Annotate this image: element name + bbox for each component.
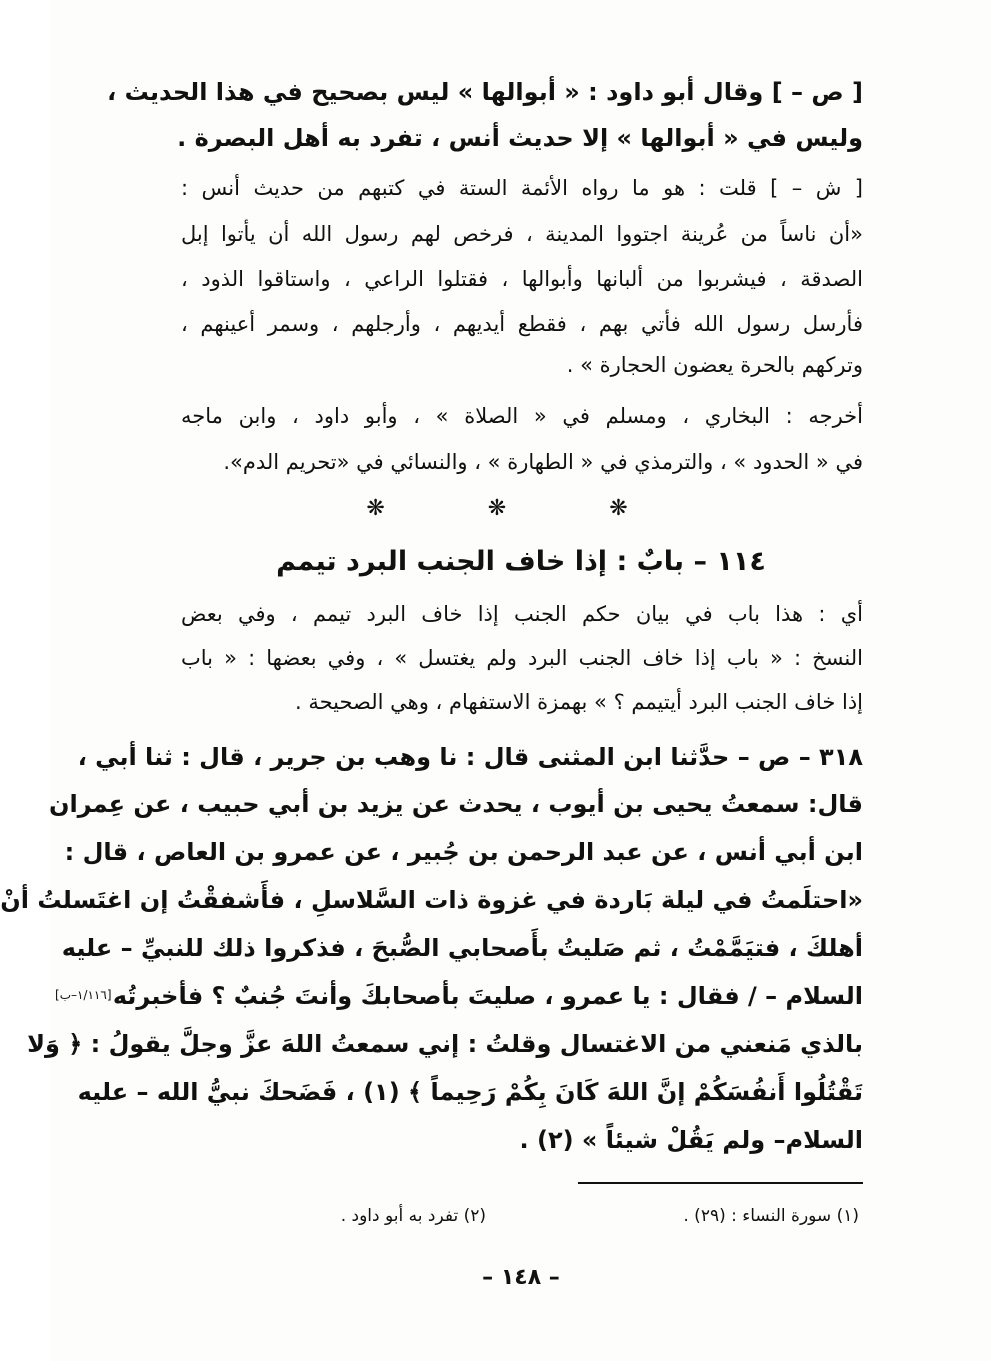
text-line: قال: سمعتُ يحيى بن أيوب ، يحدث عن يزيد بن أبي حبيب ، عن عِمران (48, 790, 863, 818)
text-line: الصدقة ، فيشربوا من ألبانها وأبوالها ، فقتلوا الراعي ، واستاقوا الذود ، (181, 267, 863, 291)
text-line: السلام– ولم يَقُلْ شيئاً » (٢) . (519, 1126, 863, 1154)
chapter-heading: ١١٤ – بابٌ : إذا خاف الجنب البرد تيمم (276, 546, 766, 577)
manuscript-folio-note: [١/١١٦–ب] (55, 988, 112, 1002)
text-line: أي : هذا باب في بيان حكم الجنب إذا خاف البرد تيمم ، وفي بعض (181, 602, 863, 626)
text-line: ابن أبي أنس ، عن عبد الرحمن بن جُبير ، عن عمرو بن العاص ، قال : (64, 838, 863, 866)
text-line: [ ش – ] قلت : هو ما رواه الأئمة الستة في كتبهم من حديث أنس : (181, 176, 863, 200)
footnote-divider (578, 1182, 863, 1184)
footnote-2: (٢) تفرد به أبو داود . (340, 1206, 486, 1226)
text-line: فأرسل رسول الله فأتي بهم ، فقطع أيديهم ، وأرجلهم ، وسمر أعينهم ، (181, 312, 863, 336)
text-line: النسخ : « باب إذا خاف الجنب البرد ولم يغتسل » ، وفي بعضها : « باب (181, 646, 863, 670)
text-line: «احتلَمتُ في ليلة بَاردة في غزوة ذات السَّلاسلِ ، فأَشفقْتُ إن اغتَسلتُ أنْ (0, 886, 863, 914)
text-line: بالذي مَنعني من الاغتسال وقلتُ : إني سمعتُ اللهَ عزَّ وجلَّ يقولُ : ﴿ وَلا (27, 1030, 863, 1058)
text-line: في « الحدود » ، والترمذي في « الطهارة » ، والنسائي في «تحريم الدم». (223, 450, 863, 474)
text-line: السلام – / فقال : يا عمرو ، صليتَ بأصحابكَ وأنتَ جُنبٌ ؟ فأخبرتُه (112, 982, 863, 1010)
text-line: ٣١٨ – ص – حدَّثنا ابن المثنى قال : نا وهب بن جرير ، قال : ثنا أبي ، (77, 743, 863, 771)
page-number: – ١٤٨ – (482, 1265, 560, 1290)
text-line: «أن ناساً من عُرينة اجتووا المدينة ، فرخص لهم رسول الله أن يأتوا إبل (181, 222, 863, 246)
section-separator: ❋ ❋ ❋ (366, 496, 676, 521)
text-line: وتركهم بالحرة يعضون الحجارة » . (566, 353, 863, 377)
text-line: أهلكَ ، فتيَمَّمْتُ ، ثم صَليتُ بأَصحابي الصُّبحَ ، فذكروا ذلك للنبيِّ – عليه (61, 934, 863, 962)
footnote-1: (١) سورة النساء : (٢٩) . (683, 1206, 859, 1226)
text-line: إذا خاف الجنب البرد أيتيمم ؟ » بهمزة الاستفهام ، وهي الصحيحة . (294, 690, 863, 714)
text-line: تَقْتُلُوا أَنفُسَكُمْ إنَّ اللهَ كَانَ بِكُمْ رَحِيماً ﴾ (١) ، فَضَحكَ نبيُّ الله – عليه (77, 1078, 863, 1106)
text-line: أخرجه : البخاري ، ومسلم في « الصلاة » ، وأبو داود ، وابن ماجه (181, 404, 863, 428)
text-line: وليس في « أبوالها » إلا حديث أنس ، تفرد به أهل البصرة . (177, 124, 863, 152)
text-line: [ ص – ] وقال أبو داود : « أبوالها » ليس بصحيح في هذا الحديث ، (107, 78, 863, 106)
